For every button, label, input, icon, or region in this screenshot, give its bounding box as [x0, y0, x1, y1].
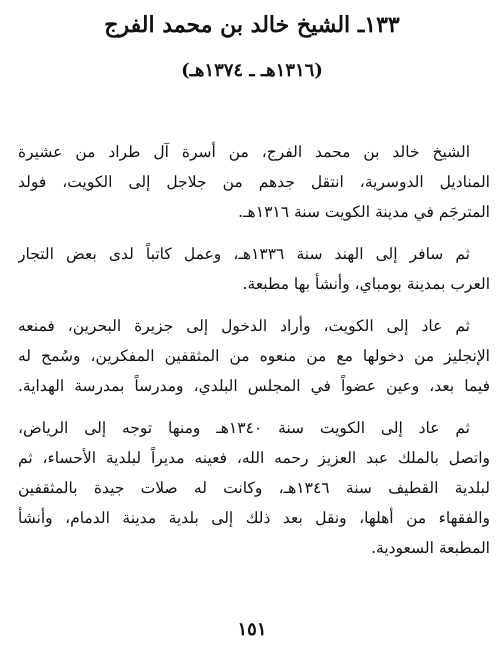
paragraph-1 — [18, 137, 490, 227]
text-line: واتصل بالملك عبد العزيز رحمه الله، فعينه مديراً لبلدية الأحساء، ثم — [18, 449, 490, 467]
paragraph-2 — [18, 239, 490, 299]
page-number: ١٥١ — [237, 619, 267, 640]
text-line: ثم عاد إلى الكويت، وأراد الدخول إلى جزيرة البحرين، فمنعه — [18, 317, 470, 335]
text-line: فيما بعد، وعين عضواً في المجلس البلدي، ومدرساً بمدرسة الهداية. — [18, 377, 490, 395]
entry-title: ١٣٣ـ الشيخ خالد بن محمد الفرج — [104, 12, 400, 38]
text-line: المطبعة السعودية. — [371, 539, 490, 557]
text-line: العرب بمدينة بومباي، وأنشأ بها مطبعة. — [242, 275, 490, 293]
entry-body — [18, 137, 490, 575]
text-line: والفقهاء من أهلها، ونقل بعد ذلك إلى بلدية مدينة الدمام، وأنشأ — [18, 509, 490, 527]
entry-dates: (١٣١٦هـ ـ ١٣٧٤هـ) — [181, 60, 323, 81]
paragraph-3 — [18, 311, 490, 401]
text-line: الشيخ خالد بن محمد الفرج، من أسرة آل طراد من عشيرة — [18, 143, 470, 161]
text-line: المناديل الدوسرية، انتقل جدهم من جلاجل إلى الكويت، فولد — [18, 173, 490, 191]
text-line: الإنجليز من دخولها مع من منعوه من المثقفين المفكرين، وسُمح له — [18, 347, 490, 365]
text-line: لبلدية القطيف سنة ١٣٤٦هـ، وكانت له صلات جيدة بالمثقفين — [18, 479, 490, 497]
text-line: ثم عاد إلى الكويت سنة ١٣٤٠هـ ومنها توجه إلى الرياض، — [18, 419, 470, 437]
paragraph-4 — [18, 413, 490, 563]
text-line: ثم سافر إلى الهند سنة ١٣٣٦هـ، وعمل كاتباً لدى بعض التجار — [18, 245, 470, 263]
text-line: المترجَم في مدينة الكويت سنة ١٣١٦هـ. — [238, 203, 490, 221]
